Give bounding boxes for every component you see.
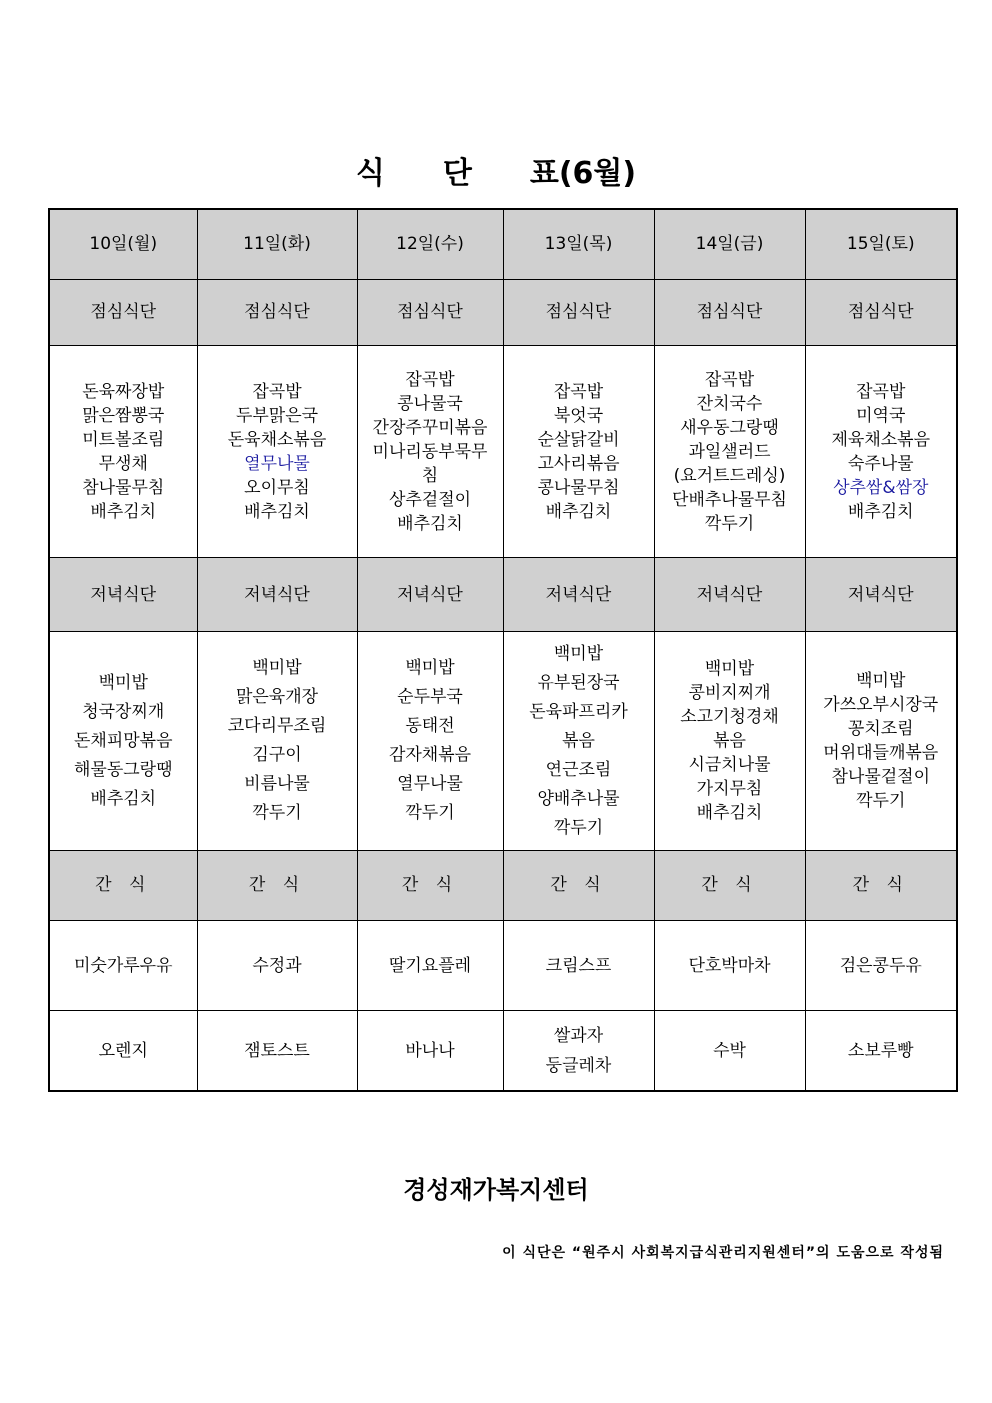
lunch-cell — [805, 345, 957, 557]
menu-item: 수박 — [713, 1040, 746, 1061]
dinner-label: 저녁식단 — [357, 558, 503, 632]
lunch-cell — [197, 345, 357, 557]
lunch-cell — [49, 345, 197, 557]
dinner-label: 저녁식단 — [805, 558, 957, 632]
snack-label-row — [49, 850, 957, 920]
menu-item: 볶음 — [713, 731, 746, 752]
menu-item: 연근조림 — [545, 759, 612, 780]
dinner-cell — [503, 632, 654, 850]
snack2-cell — [503, 1011, 654, 1091]
menu-item: 잡곡밥 — [856, 381, 906, 402]
dinner-label: 저녁식단 — [503, 558, 654, 632]
snack1-cell: 수정과 — [197, 921, 357, 1011]
menu-item: 참나물겉절이 — [831, 767, 931, 788]
menu-item: 가지무침 — [696, 779, 763, 800]
menu-item: 백미밥 — [252, 658, 302, 679]
menu-item: 북엇국 — [553, 405, 604, 426]
menu-item: 순두부국 — [397, 687, 463, 708]
lunch-label: 점심식단 — [654, 279, 805, 345]
menu-item: 코다리무조림 — [227, 716, 327, 737]
menu-item: 바나나 — [405, 1040, 455, 1061]
menu-item: 양배추나물 — [537, 788, 620, 809]
menu-item: 콩나물국 — [397, 393, 463, 414]
lunch-label: 점심식단 — [805, 279, 957, 345]
lunch-label: 점심식단 — [357, 279, 503, 345]
menu-item: 백미밥 — [856, 671, 906, 692]
menu-item: 상추겉절이 — [388, 489, 472, 510]
menu-item: 잡곡밥 — [553, 381, 604, 402]
menu-item: 배추김치 — [90, 501, 157, 522]
snack2-cell — [654, 1011, 805, 1091]
dinner-cell — [805, 632, 957, 850]
menu-item: 숙주나물 — [847, 453, 914, 474]
menu-item: 깍두기 — [856, 791, 906, 812]
footer-note: 이 식단은 “원주시 사회복지급식관리지원센터”의 도움으로 작성됨 — [502, 1245, 944, 1261]
menu-item: 백미밥 — [704, 659, 755, 680]
title-char-3: 표(6월) — [529, 156, 637, 191]
dinner-cell — [49, 632, 197, 850]
menu-item: 백미밥 — [98, 672, 148, 693]
snack2-row — [49, 1011, 957, 1091]
snack2-cell — [49, 1011, 197, 1091]
menu-item: 볶음 — [562, 730, 595, 751]
lunch-cell — [654, 345, 805, 557]
menu-item: 배추김치 — [397, 513, 463, 534]
menu-item: 유부된장국 — [537, 672, 620, 693]
menu-item: 두부맑은국 — [235, 405, 319, 426]
menu-item: 비름나물 — [244, 774, 310, 795]
menu-item: 침 — [421, 465, 439, 486]
menu-item: 배추김치 — [244, 501, 310, 522]
snack-label: 간 식 — [805, 850, 957, 920]
menu-item: 깍두기 — [405, 803, 455, 824]
menu-item: 돈육짜장밥 — [82, 381, 165, 402]
snack1-cell: 딸기요플레 — [357, 921, 503, 1011]
day-header: 15일(토) — [805, 209, 957, 279]
menu-item: 잡곡밥 — [405, 369, 455, 390]
snack2-cell — [197, 1011, 357, 1091]
menu-item: 돈육파프리카 — [529, 701, 628, 722]
menu-item: 돈채피망볶음 — [73, 730, 173, 751]
menu-item: 백미밥 — [405, 658, 455, 679]
menu-item: 콩나물무침 — [537, 477, 620, 498]
center-name: 경성재가복지센터 — [403, 1176, 589, 1204]
menu-item: 오렌지 — [98, 1040, 148, 1061]
dinner-label: 저녁식단 — [197, 558, 357, 632]
menu-item: 새우동그랑땡 — [680, 417, 779, 438]
menu-item: 깍두기 — [704, 513, 755, 534]
menu-item: 참나물무침 — [82, 477, 165, 498]
title-char-2: 단 — [442, 156, 472, 191]
dinner-cell — [357, 632, 503, 850]
day-header-row — [49, 209, 957, 279]
menu-item: 백미밥 — [553, 643, 604, 664]
lunch-label: 점심식단 — [503, 279, 654, 345]
snack1-cell: 검은콩두유 — [805, 921, 957, 1011]
day-header: 11일(화) — [197, 209, 357, 279]
menu-item: 단배추나물무침 — [672, 489, 787, 510]
menu-item: 잡곡밥 — [704, 369, 755, 390]
menu-item: 청국장찌개 — [82, 701, 165, 722]
snack1-cell: 크림스프 — [503, 921, 654, 1011]
menu-item: 머위대들깨볶음 — [823, 743, 939, 764]
snack1-cell: 단호박마차 — [654, 921, 805, 1011]
menu-item: 상추쌈&쌈장 — [833, 477, 929, 498]
menu-item: 둥글레차 — [545, 1055, 612, 1076]
menu-item: 제육채소볶음 — [831, 429, 931, 450]
dinner-label: 저녁식단 — [49, 558, 197, 632]
lunch-label: 점심식단 — [197, 279, 357, 345]
menu-item: 배추김치 — [90, 788, 157, 809]
menu-item: 해물동그랑땡 — [73, 759, 173, 780]
menu-item: 깍두기 — [553, 817, 604, 838]
day-header: 12일(수) — [357, 209, 503, 279]
menu-item: 맑은짬뽕국 — [82, 405, 165, 426]
menu-item: 열무나물 — [244, 453, 310, 474]
menu-item: 쌀과자 — [553, 1025, 604, 1046]
menu-table — [48, 208, 958, 1092]
menu-item: 미나리동부묵무 — [372, 441, 488, 462]
menu-item: 시금치나물 — [688, 755, 771, 776]
menu-item: 돈육채소볶음 — [227, 429, 327, 450]
menu-item: 잡곡밥 — [252, 381, 302, 402]
snack2-cell — [805, 1011, 957, 1091]
menu-item: 미역국 — [856, 405, 906, 426]
dinner-cell — [197, 632, 357, 850]
day-header: 14일(금) — [654, 209, 805, 279]
lunch-cell — [503, 345, 654, 557]
menu-item: 맑은육개장 — [235, 687, 319, 708]
menu-item: 동태전 — [405, 716, 455, 737]
menu-item: 콩비지찌개 — [688, 683, 771, 704]
menu-item: 순살닭갈비 — [537, 429, 620, 450]
day-header: 10일(월) — [49, 209, 197, 279]
menu-item: 열무나물 — [397, 774, 463, 795]
dinner-label-row — [49, 558, 957, 632]
snack-label: 간 식 — [357, 850, 503, 920]
menu-item: 잼토스트 — [244, 1040, 310, 1061]
menu-item: 배추김치 — [696, 803, 763, 824]
menu-item: 오이무침 — [244, 477, 310, 498]
menu-item: 간장주꾸미볶음 — [372, 417, 488, 438]
snack2-cell — [357, 1011, 503, 1091]
menu-item: 가쓰오부시장국 — [823, 695, 939, 716]
menu-item: 꽁치조림 — [847, 719, 914, 740]
snack1-row — [49, 921, 957, 1011]
title-char-1: 식 — [355, 156, 385, 191]
menu-item: 무생채 — [98, 453, 148, 474]
menu-item: 배추김치 — [847, 501, 914, 522]
menu-item: 김구이 — [252, 745, 302, 766]
menu-item: 감자채볶음 — [388, 745, 472, 766]
dinner-label: 저녁식단 — [654, 558, 805, 632]
menu-item: 소보루빵 — [847, 1040, 914, 1061]
menu-item: 과일샐러드 — [688, 441, 771, 462]
lunch-cell — [357, 345, 503, 557]
menu-item: 잔치국수 — [696, 393, 763, 414]
lunch-label-row — [49, 279, 957, 345]
snack1-cell: 미숫가루우유 — [49, 921, 197, 1011]
dinner-row — [49, 632, 957, 850]
menu-item: 깍두기 — [252, 803, 302, 824]
menu-item: 미트볼조림 — [82, 429, 165, 450]
menu-item: 배추김치 — [545, 501, 612, 522]
snack-label: 간 식 — [503, 850, 654, 920]
snack-label: 간 식 — [197, 850, 357, 920]
menu-item: 고사리볶음 — [537, 453, 620, 474]
menu-item: 소고기청경채 — [680, 707, 779, 728]
page-title — [0, 148, 992, 192]
snack-label: 간 식 — [654, 850, 805, 920]
dinner-cell — [654, 632, 805, 850]
lunch-row — [49, 345, 957, 557]
menu-item: (요거트드레싱) — [673, 465, 786, 486]
lunch-label: 점심식단 — [49, 279, 197, 345]
day-header: 13일(목) — [503, 209, 654, 279]
snack-label: 간 식 — [49, 850, 197, 920]
